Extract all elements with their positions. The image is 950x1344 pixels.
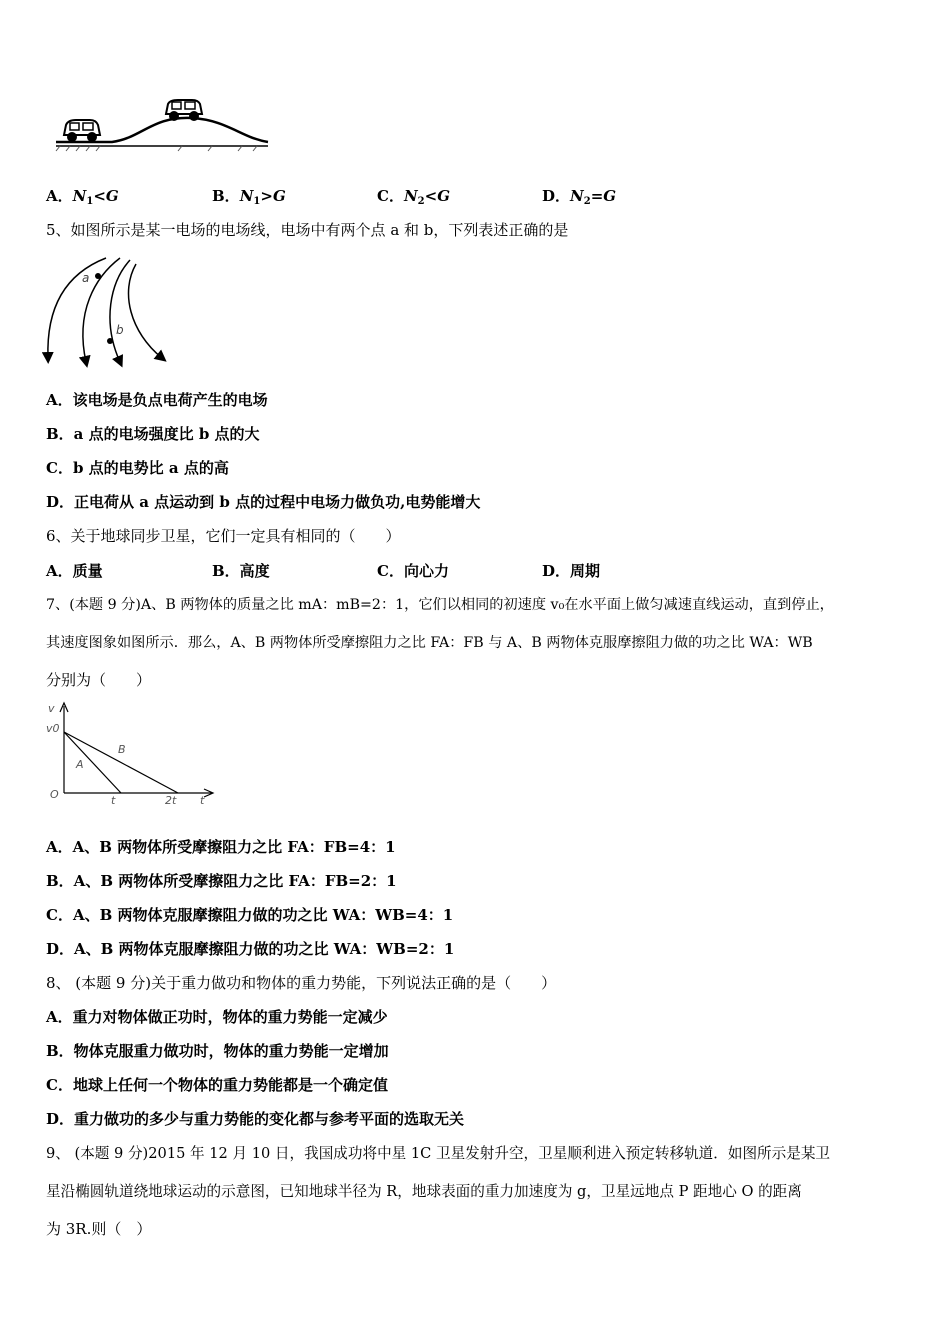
2t-tick-label: 2t <box>165 794 177 807</box>
q8-stem: 8、 (本题 9 分)关于重力做功和物体的重力势能，下列说法正确的是（ ） <box>46 974 557 992</box>
v0-tick-label: v0 <box>46 722 60 735</box>
q4-option-a: A．$N_1<G$ <box>46 187 119 207</box>
q6-option-a: A．质量 <box>46 562 103 580</box>
y-axis-label: v <box>48 702 55 715</box>
q6-option-c: C．向心力 <box>377 562 449 580</box>
point-a <box>95 273 101 279</box>
q5-option-c: C．b 点的电势比 a 点的高 <box>46 459 229 477</box>
q6-stem: 6、关于地球同步卫星，它们一定具有相同的（ ） <box>46 527 401 545</box>
q5-option-b: B．a 点的电场强度比 b 点的大 <box>46 425 260 443</box>
origin-label: O <box>50 788 59 801</box>
q8-option-c: C．地球上任何一个物体的重力势能都是一个确定值 <box>46 1076 388 1094</box>
q9-stem-line3: 为 3R.则（ ） <box>46 1220 152 1238</box>
series-b-label: B <box>118 743 126 756</box>
q5-option-a: A．该电场是负点电荷产生的电场 <box>46 391 268 409</box>
road-hump-figure <box>52 98 277 156</box>
q6-option-b: B．高度 <box>212 562 270 580</box>
t-tick-label: t <box>111 794 116 807</box>
q5-stem: 5、如图所示是某一电场的电场线，电场中有两个点 a 和 b，下列表述正确的是 <box>46 221 569 239</box>
field-line-3 <box>110 260 130 362</box>
point-b <box>107 338 113 344</box>
q7-stem-line2: 其速度图象如图所示．那么，A、B 两物体所受摩擦阻力之比 FA：FB 与 A、B 两物体克服摩擦阻力做的功之比 WA：WB <box>46 635 813 651</box>
q4-option-d: D．$N_2=G$ <box>542 187 617 207</box>
label-a: a <box>82 271 90 285</box>
q8-option-b: B．物体克服重力做功时，物体的重力势能一定增加 <box>46 1042 389 1060</box>
q6-option-d: D．周期 <box>542 562 601 580</box>
q7-stem-line1: 7、(本题 9 分)A、B 两物体的质量之比 mA：mB=2：1，它们以相同的初速度 v₀在水平面上做匀减速直线运动，直到停止， <box>46 597 834 613</box>
q4-option-b: B．$N_1>G$ <box>212 187 286 207</box>
q7-option-b: B．A、B 两物体所受摩擦阻力之比 FA：FB=2：1 <box>46 872 397 890</box>
label-b: b <box>116 323 124 337</box>
velocity-time-graph <box>44 700 224 810</box>
car-1 <box>64 120 100 141</box>
field-line-4 <box>128 264 162 358</box>
q9-stem-line1: 9、 (本题 9 分)2015 年 12 月 10 日，我国成功将中星 1C 卫星发射升空，卫星顺利进入预定转移轨道．如图所示是某卫 <box>46 1145 831 1162</box>
q7-option-a: A．A、B 两物体所受摩擦阻力之比 FA：FB=4：1 <box>46 838 396 856</box>
q7-option-d: D．A、B 两物体克服摩擦阻力做的功之比 WA：WB=2：1 <box>46 940 455 958</box>
x-axis-label: t <box>200 794 205 807</box>
q7-stem-line3: 分别为（ ） <box>46 671 152 689</box>
field-line-1 <box>48 258 106 358</box>
q9-stem-line2: 星沿椭圆轨道绕地球运动的示意图，已知地球半径为 R，地球表面的重力加速度为 g，卫星远地点 P 距地心 O 的距离 <box>46 1183 802 1200</box>
electric-field-figure <box>40 252 170 368</box>
series-a-line <box>64 732 121 793</box>
q4-option-c: C．$N_2<G$ <box>377 187 451 207</box>
q8-option-a: A．重力对物体做正功时，物体的重力势能一定减少 <box>46 1008 388 1026</box>
q7-option-c: C．A、B 两物体克服摩擦阻力做的功之比 WA：WB=4：1 <box>46 906 454 924</box>
series-a-label: A <box>76 758 84 771</box>
q8-option-d: D．重力做功的多少与重力势能的变化都与参考平面的选取无关 <box>46 1110 465 1128</box>
q5-option-d: D．正电荷从 a 点运动到 b 点的过程中电场力做负功,电势能增大 <box>46 493 481 511</box>
